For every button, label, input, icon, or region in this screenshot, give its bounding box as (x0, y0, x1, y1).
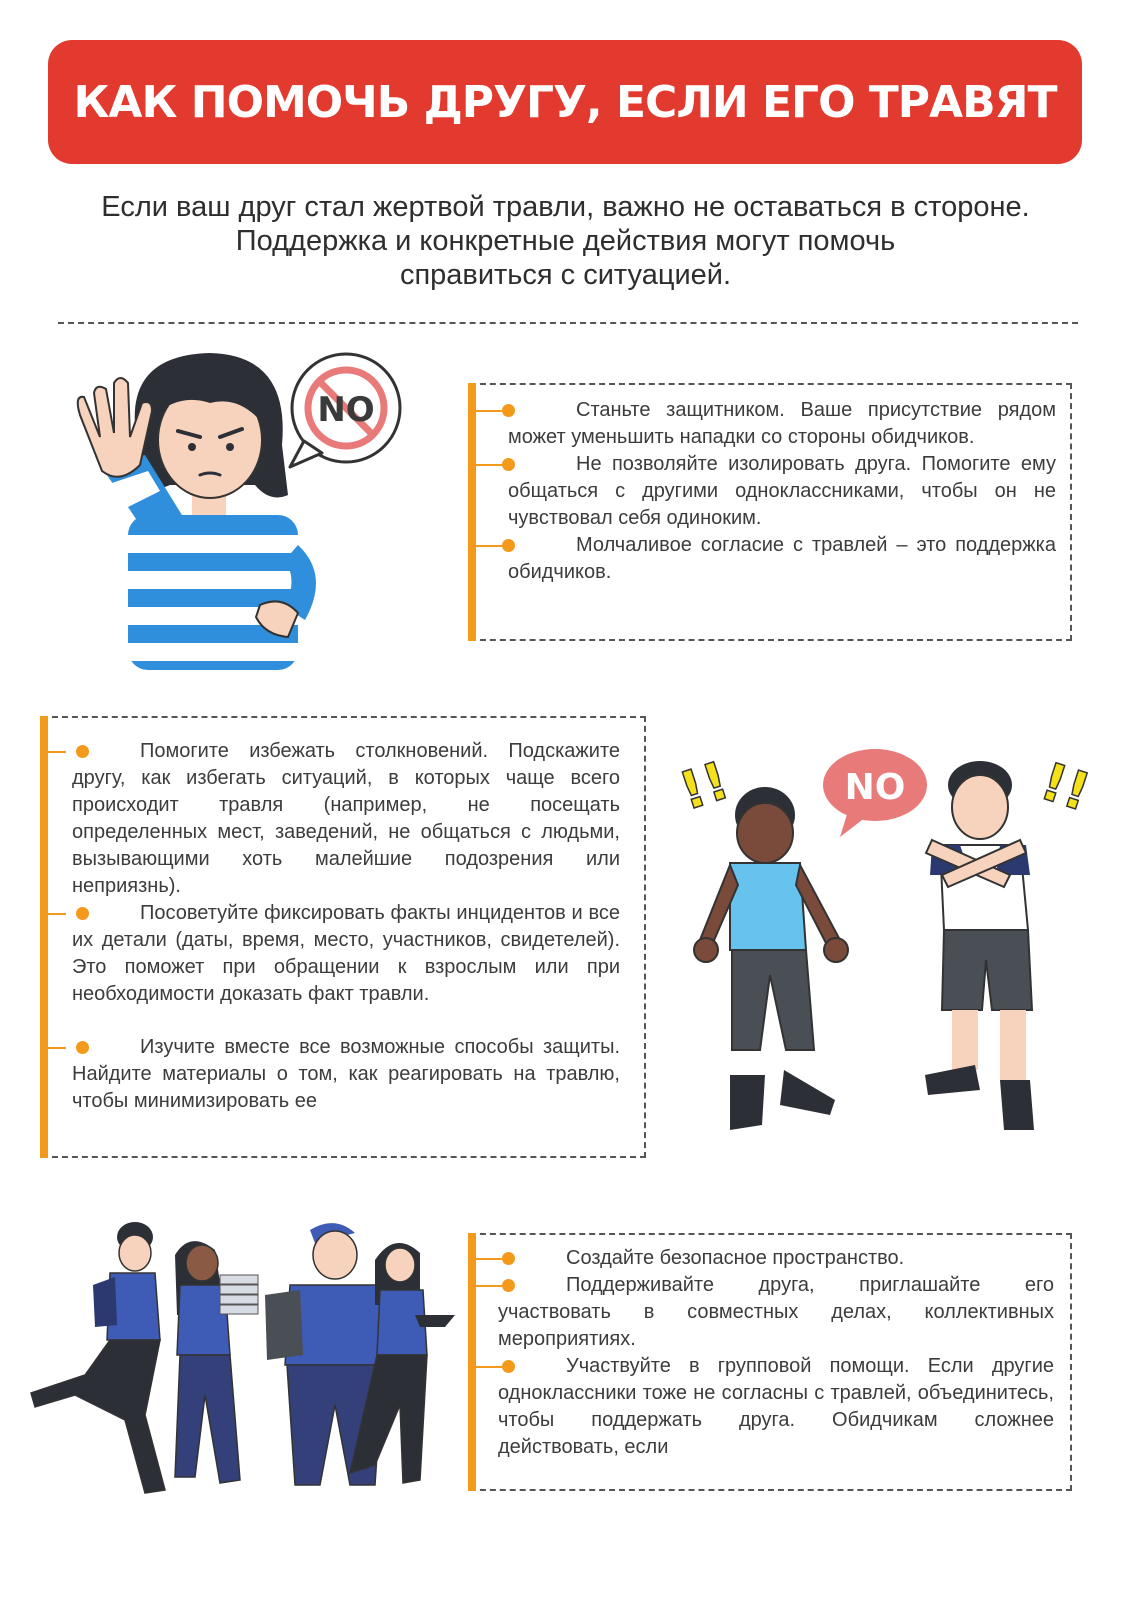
intro-text (40, 190, 1091, 292)
intro-line-2: Поддержка и конкретные действия могут помочь (235, 225, 896, 257)
bullet-dot (76, 745, 89, 758)
bullet-dot (502, 458, 515, 471)
bullet-dot (76, 1041, 89, 1054)
no-speech-text: NO (844, 767, 906, 808)
no-speech-bubble (823, 749, 927, 837)
section-3-accent-bar (468, 1233, 476, 1491)
no-sign-bubble (290, 354, 400, 467)
exclaim-left: !! (672, 750, 737, 823)
dashed-separator (58, 322, 1078, 324)
intro-line-1: Если ваш друг стал жертвой травли, важно не оставаться в стороне. (101, 191, 1030, 223)
section-2-item: Помогите избежать столкновений. Подскажите другу, как избегать ситуаций, в которых чаще всего происходит травля (например, не посещать определенных мест, заведений, не общаться с людьми, вызывающими хоть малейшие подозрения или неприязнь). (72, 738, 620, 900)
bullet-dot (502, 404, 515, 417)
section-1-item: Не позволяйте изолировать друга. Помогите ему общаться с другими одноклассниками, чтобы он не чувствовал себя одиноким. (508, 451, 1056, 532)
section-1-item: Станьте защитником. Ваше присутствие рядом может уменьшить нападки со стороны обидчиков. (508, 397, 1056, 451)
section-2-accent-bar (40, 716, 48, 1158)
bullet-dot (502, 1252, 515, 1265)
left-kid (694, 787, 848, 1130)
bullet-dot (76, 907, 89, 920)
section-1-item: Молчаливое согласие с травлей – это поддержка обидчиков. (508, 532, 1056, 586)
student-1 (31, 1222, 165, 1493)
section-3-box (470, 1233, 1072, 1491)
section-1-box (470, 383, 1072, 641)
students-group-illustration (15, 1215, 465, 1505)
section-2-item: Изучите вместе все возможные способы защиты. Найдите материалы о том, как реагировать на травлю, чтобы минимизировать ее (72, 1034, 620, 1115)
title-banner (48, 40, 1082, 164)
no-sign-text: NO (317, 390, 375, 430)
section-3-item: Поддерживайте друга, приглашайте его участвовать в совместных делах, коллективных мероприятиях. (498, 1272, 1054, 1353)
right-kid (925, 761, 1034, 1130)
section-3-item: Создайте безопасное пространство. (498, 1245, 1054, 1272)
student-2 (175, 1241, 258, 1483)
kids-conflict-illustration (670, 745, 1097, 1145)
section-1-accent-bar (468, 383, 476, 641)
bullet-dot (502, 539, 515, 552)
section-2-item: Посоветуйте фиксировать факты инцидентов и все их детали (даты, время, место, участников, свидетелей). Это поможет при обращении к взрослым или при необходимости доказать факт травли. (72, 900, 620, 1008)
intro-line-3: справиться с ситуацией. (399, 259, 732, 291)
girl-stop-illustration (60, 345, 420, 675)
section-3-item: Участвуйте в групповой помощи. Если другие одноклассники тоже не согласны с травлей, объединитесь, чтобы поддержать друга. Обидчикам сложнее действовать, если (498, 1353, 1054, 1461)
bullet-dot (502, 1360, 515, 1373)
bullet-dot (502, 1279, 515, 1292)
page-title: КАК ПОМОЧЬ ДРУГУ, ЕСЛИ ЕГО ТРАВЯТ (73, 76, 1057, 128)
section-2-box (42, 716, 646, 1158)
exclaim-right: !! (1033, 751, 1097, 824)
